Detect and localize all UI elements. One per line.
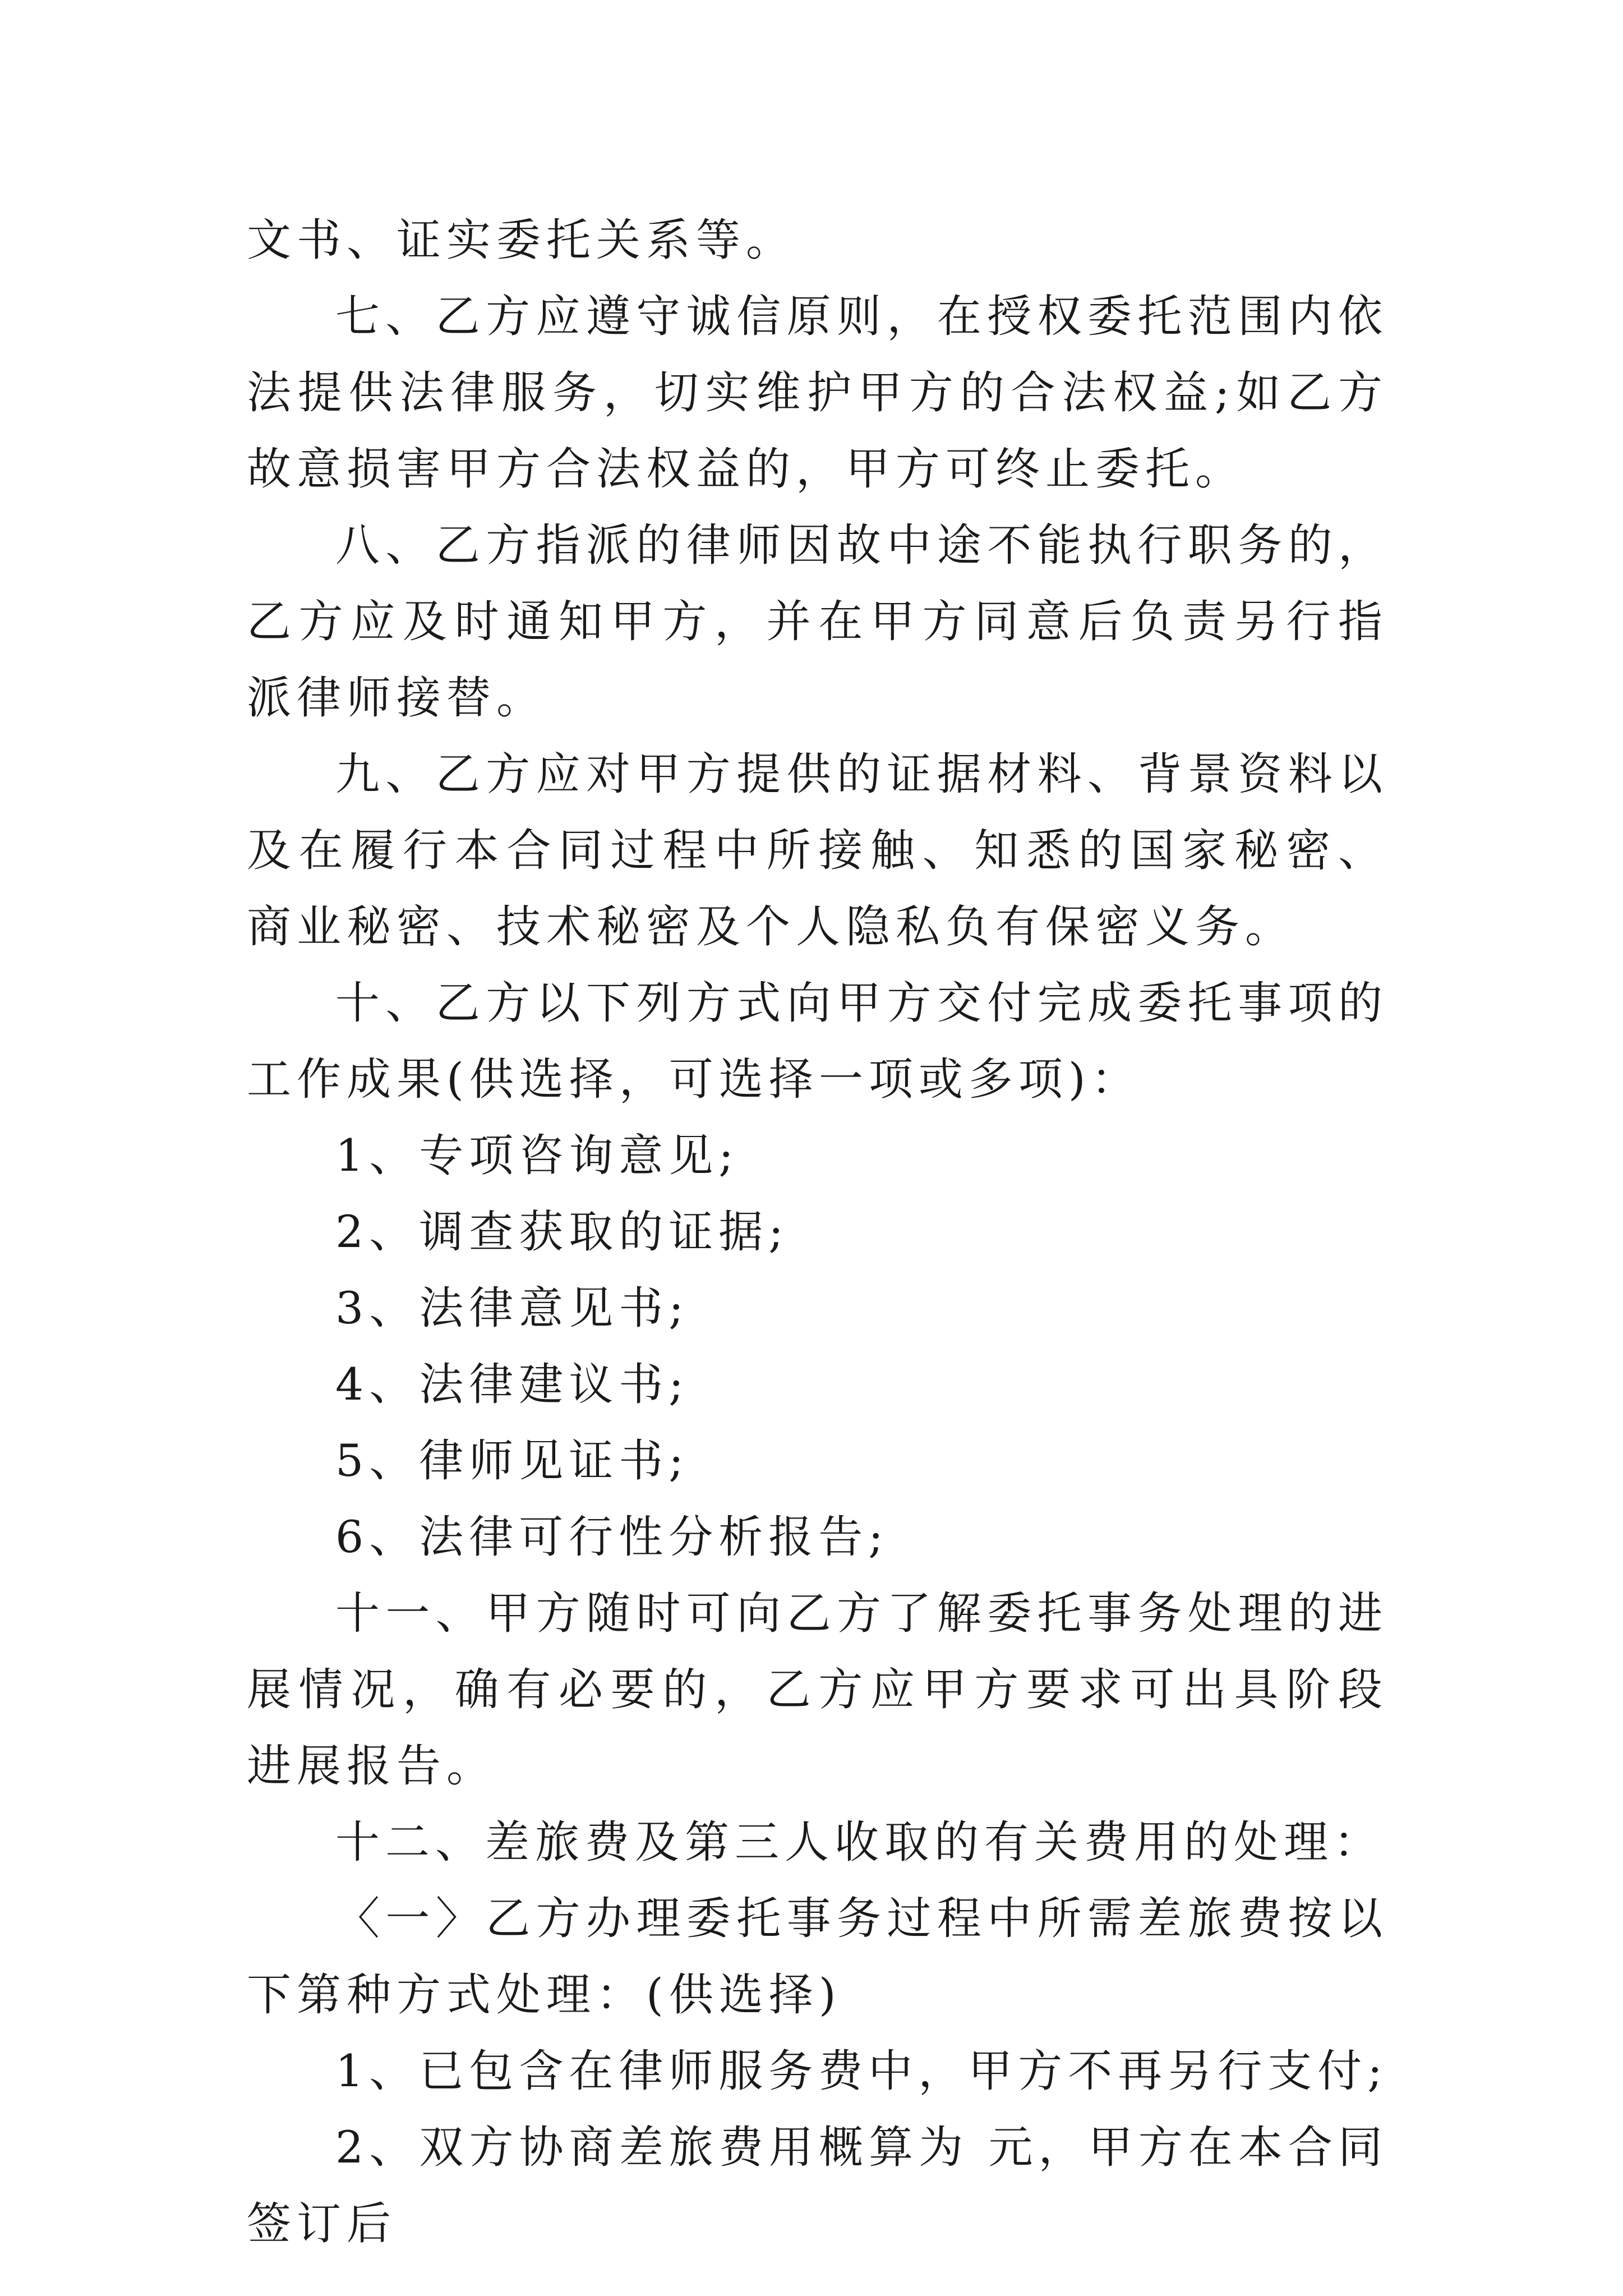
paragraph-clause-12-sub-1: 〈一〉乙方办理委托事务过程中所需差旅费按以下第种方式处理：(供选择) [247, 1893, 1388, 2021]
document-body [247, 202, 1388, 2262]
list-item-6: 6、法律可行性分析报告; [335, 1511, 889, 1563]
paragraph-continuation: 文书、证实委托关系等。 [247, 214, 796, 266]
list-item-1: 1、专项咨询意见; [335, 1130, 739, 1181]
list-item-5: 5、律师见证书; [335, 1435, 689, 1487]
paragraph-clause-12: 十二、差旅费及第三人收取的有关费用的处理： [335, 1816, 1384, 1868]
paragraph-clause-8: 八、乙方指派的律师因故中途不能执行职务的，乙方应及时通知甲方，并在甲方同意后负责另行指派律师接替。 [247, 519, 1388, 724]
paragraph-clause-7: 七、乙方应遵守诚信原则，在授权委托范围内依法提供法律服务，切实维护甲方的合法权益;如乙方故意损害甲方合法权益的，甲方可终止委托。 [247, 291, 1388, 495]
list-item-3: 3、法律意见书; [335, 1282, 689, 1334]
list-item-2: 2、调查获取的证据; [335, 1206, 789, 1258]
paragraph-clause-10: 十、乙方以下列方式向甲方交付完成委托事项的工作成果(供选择，可选择一项或多项)： [247, 977, 1388, 1105]
option-item-2: 2、双方协商差旅费用概算为 元，甲方在本合同签订后 [247, 2122, 1388, 2249]
list-item-4: 4、法律建议书; [335, 1359, 689, 1410]
paragraph-clause-9: 九、乙方应对甲方提供的证据材料、背景资料以及在履行本合同过程中所接触、知悉的国家秘密、商业秘密、技术秘密及个人隐私负有保密义务。 [247, 748, 1388, 953]
option-item-1: 1、已包含在律师服务费中，甲方不再另行支付; [335, 2045, 1388, 2097]
paragraph-clause-11: 十一、甲方随时可向乙方了解委托事务处理的进展情况，确有必要的，乙方应甲方要求可出具阶段进展报告。 [247, 1588, 1388, 1792]
